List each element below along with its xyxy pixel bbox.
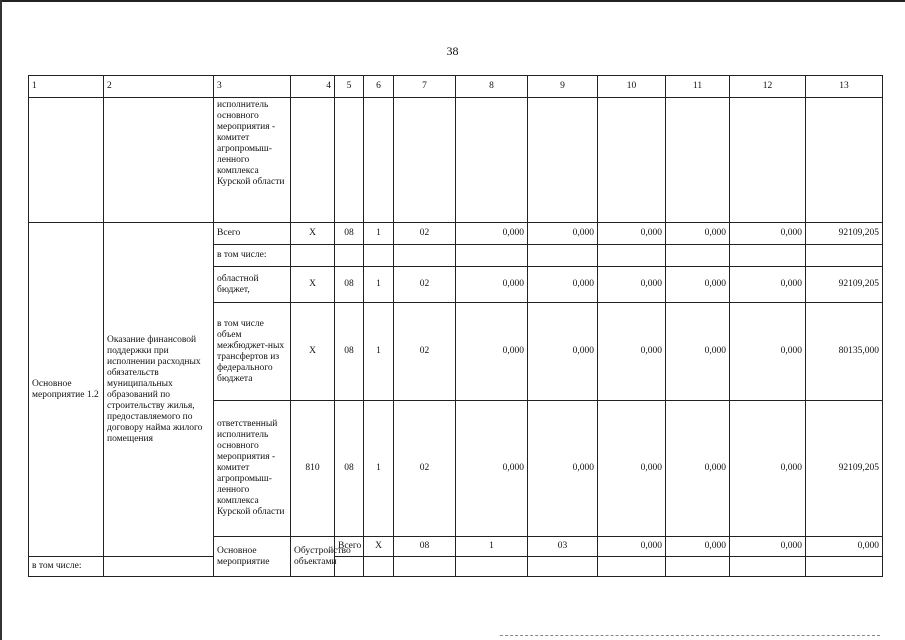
header-row — [29, 76, 883, 98]
cell — [456, 557, 528, 577]
table-row — [29, 557, 883, 577]
funding-label-cell: Всего — [214, 223, 291, 245]
cell: 0,000 — [598, 401, 666, 537]
cell — [730, 557, 806, 577]
header-cell: 13 — [806, 76, 883, 98]
cell: 0,000 — [598, 303, 666, 401]
cell: 08 — [335, 223, 364, 245]
cell: 0,000 — [528, 267, 598, 303]
cell: 08 — [394, 537, 456, 557]
cell — [528, 245, 598, 267]
header-cell: 10 — [598, 76, 666, 98]
cell: 0,000 — [456, 303, 528, 401]
cell — [335, 98, 364, 223]
cell — [666, 557, 730, 577]
cell: X — [364, 537, 394, 557]
funding-label-cell: в том числе: — [214, 245, 291, 267]
cell — [291, 245, 335, 267]
cell — [364, 245, 394, 267]
executor-cell: исполнитель основного мероприятия - комитет агропромыш-ленного комплекса Курской области — [214, 98, 291, 223]
cell: 0,000 — [598, 223, 666, 245]
cell: 02 — [394, 401, 456, 537]
funding-label-cell: ответственный исполнитель основного мероприятия - комитет агропромыш-ленного комплекса Курской области — [214, 401, 291, 537]
cell: 0,000 — [666, 537, 730, 557]
cell: 92109,205 — [806, 401, 883, 537]
cell: 02 — [394, 223, 456, 245]
cell: 03 — [528, 537, 598, 557]
header-cell: 8 — [456, 76, 528, 98]
cell: 0,000 — [528, 223, 598, 245]
cell: 0,000 — [666, 401, 730, 537]
page-number: 38 — [446, 44, 459, 58]
cell: X — [291, 223, 335, 245]
cell: 02 — [394, 303, 456, 401]
cell: 0,000 — [666, 267, 730, 303]
cell: 1 — [456, 537, 528, 557]
cell — [666, 98, 730, 223]
cell: 0,000 — [528, 401, 598, 537]
cell — [456, 245, 528, 267]
page-left-edge — [0, 0, 2, 640]
header-cell: 2 — [104, 76, 214, 98]
cell: 1 — [364, 401, 394, 537]
cell: 0,000 — [730, 267, 806, 303]
page-top-edge — [0, 0, 905, 2]
cell — [29, 98, 104, 223]
event-name-cell: Основное мероприятие — [214, 537, 291, 577]
header-cell: 3 — [214, 76, 291, 98]
budget-table — [28, 75, 883, 577]
event-description-cell: Оказание финансовой поддержки при исполнении расходных обязательств муниципальных образований по строительству жилья, предоставляемого по договору найма жилого помещения — [104, 223, 214, 557]
cell — [598, 557, 666, 577]
cell: 80135,000 — [806, 303, 883, 401]
cell: 02 — [394, 267, 456, 303]
scan-artifact-line — [500, 635, 880, 637]
funding-label-cell: в том числе: — [29, 557, 104, 577]
header-cell: 7 — [394, 76, 456, 98]
event-description-cell: Обустройство объектами — [291, 537, 335, 577]
header-cell: 11 — [666, 76, 730, 98]
cell: 08 — [335, 267, 364, 303]
cell — [806, 245, 883, 267]
header-cell: 5 — [335, 76, 364, 98]
cell: 0,000 — [806, 537, 883, 557]
cell — [598, 98, 666, 223]
cell: X — [291, 303, 335, 401]
cell — [291, 98, 335, 223]
cell — [730, 245, 806, 267]
cell: 1 — [364, 267, 394, 303]
header-cell: 6 — [364, 76, 394, 98]
event-name-cell: Основное мероприятие 1.2 — [29, 223, 104, 557]
funding-label-cell: Всего — [335, 537, 364, 557]
cell: 0,000 — [456, 223, 528, 245]
cell: 1 — [364, 303, 394, 401]
cell: 0,000 — [456, 267, 528, 303]
table-row — [29, 98, 883, 223]
header-cell: 1 — [29, 76, 104, 98]
cell: 08 — [335, 303, 364, 401]
cell — [364, 98, 394, 223]
cell — [528, 98, 598, 223]
header-cell: 4 — [291, 76, 335, 98]
cell — [364, 557, 394, 577]
cell — [335, 245, 364, 267]
cell — [598, 245, 666, 267]
cell: 92109,205 — [806, 223, 883, 245]
cell: 0,000 — [598, 537, 666, 557]
cell: 0,000 — [666, 303, 730, 401]
cell: 08 — [335, 401, 364, 537]
funding-label-cell: в том числе объем межбюджет-ных трансфертов из федерального бюджета — [214, 303, 291, 401]
header-cell: 12 — [730, 76, 806, 98]
cell: 1 — [364, 223, 394, 245]
cell — [806, 557, 883, 577]
cell: 0,000 — [730, 401, 806, 537]
cell — [730, 98, 806, 223]
cell: 0,000 — [730, 223, 806, 245]
cell: 0,000 — [730, 303, 806, 401]
cell — [104, 557, 214, 577]
cell: 0,000 — [528, 303, 598, 401]
cell — [104, 98, 214, 223]
cell — [335, 557, 364, 577]
cell — [806, 98, 883, 223]
cell: 0,000 — [666, 223, 730, 245]
cell: 0,000 — [456, 401, 528, 537]
cell: 0,000 — [730, 537, 806, 557]
cell: 810 — [291, 401, 335, 537]
cell — [394, 245, 456, 267]
cell — [394, 557, 456, 577]
cell — [528, 557, 598, 577]
cell: 0,000 — [598, 267, 666, 303]
cell — [394, 98, 456, 223]
cell — [456, 98, 528, 223]
funding-label-cell: областной бюджет, — [214, 267, 291, 303]
table-row — [29, 223, 883, 245]
cell: X — [291, 267, 335, 303]
cell: 92109,205 — [806, 267, 883, 303]
header-cell: 9 — [528, 76, 598, 98]
cell — [666, 245, 730, 267]
